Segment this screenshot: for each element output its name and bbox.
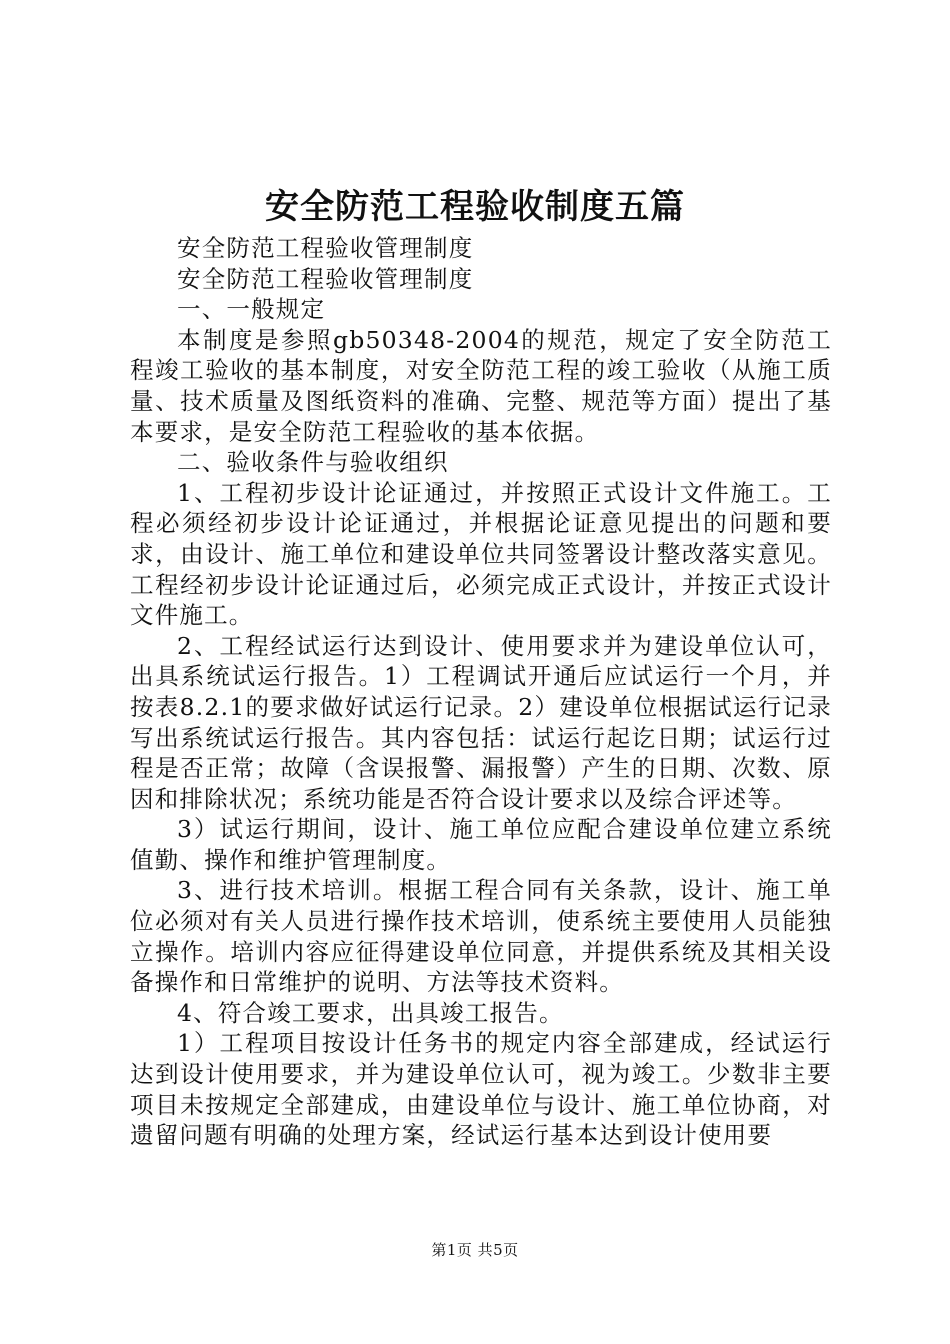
paragraph-item-1: 1、工程初步设计论证通过，并按照正式设计文件施工。工程必须经初步设计论证通过，并根据论证意见提出的问题和要求，由设计、施工单位和建设单位共同签署设计整改落实意见。工程经初步设计论证通过后，必须完成正式设计，并按正式设计文件施工。 <box>130 478 832 630</box>
paragraph-item-4-1: 1）工程项目按设计任务书的规定内容全部建成，经试运行达到设计使用要求，并为建设单位认可，视为竣工。少数非主要项目未按规定全部建成，由建设单位与设计、施工单位协商，对遗留问题有明确的处理方案，经试运行基本达到设计使用要 <box>130 1029 832 1150</box>
page-footer: 第1页 共5页 <box>431 1241 519 1259</box>
paragraph-item-3: 3、进行技术培训。根据工程合同有关条款，设计、施工单位必须对有关人员进行操作技术培训，使系统主要使用人员能独立操作。培训内容应征得建设单位同意，并提供系统及其相关设备操作和日常维护的说明、方法等技术资料。 <box>130 876 832 997</box>
paragraph-subtitle-1: 安全防范工程验收管理制度 <box>177 234 474 262</box>
document-body <box>130 233 832 1151</box>
paragraph-subtitle-2: 安全防范工程验收管理制度 <box>177 264 474 293</box>
paragraph-intro: 本制度是参照gb50348-2004的规范，规定了安全防范工程竣工验收的基本制度，对安全防范工程的竣工验收（从施工质量、技术质量及图纸资料的准确、完整、规范等方面）提出了基本要求，是安全防范工程验收的基本依据。 <box>130 325 832 446</box>
document-title: 安全防范工程验收制度五篇 <box>265 187 685 227</box>
section-heading-general: 一、一般规定 <box>177 295 326 324</box>
paragraph-item-2: 2、工程经试运行达到设计、使用要求并为建设单位认可，出具系统试运行报告。1）工程调试开通后应试运行一个月，并按表8.2.1的要求做好试运行记录。2）建设单位根据试运行记录写出系统试运行报告。其内容包括：试运行起讫日期；试运行过程是否正常；故障（含误报警、漏报警）产生的日期、次数、原因和排除状况；系统功能是否符合设计要求以及综合评述等。 <box>130 631 832 813</box>
paragraph-item-4: 4、符合竣工要求，出具竣工报告。 <box>177 998 564 1027</box>
section-heading-acceptance: 二、验收条件与验收组织 <box>177 448 449 477</box>
paragraph-item-2-3: 3）试运行期间，设计、施工单位应配合建设单位建立系统值勤、操作和维护管理制度。 <box>130 815 832 874</box>
